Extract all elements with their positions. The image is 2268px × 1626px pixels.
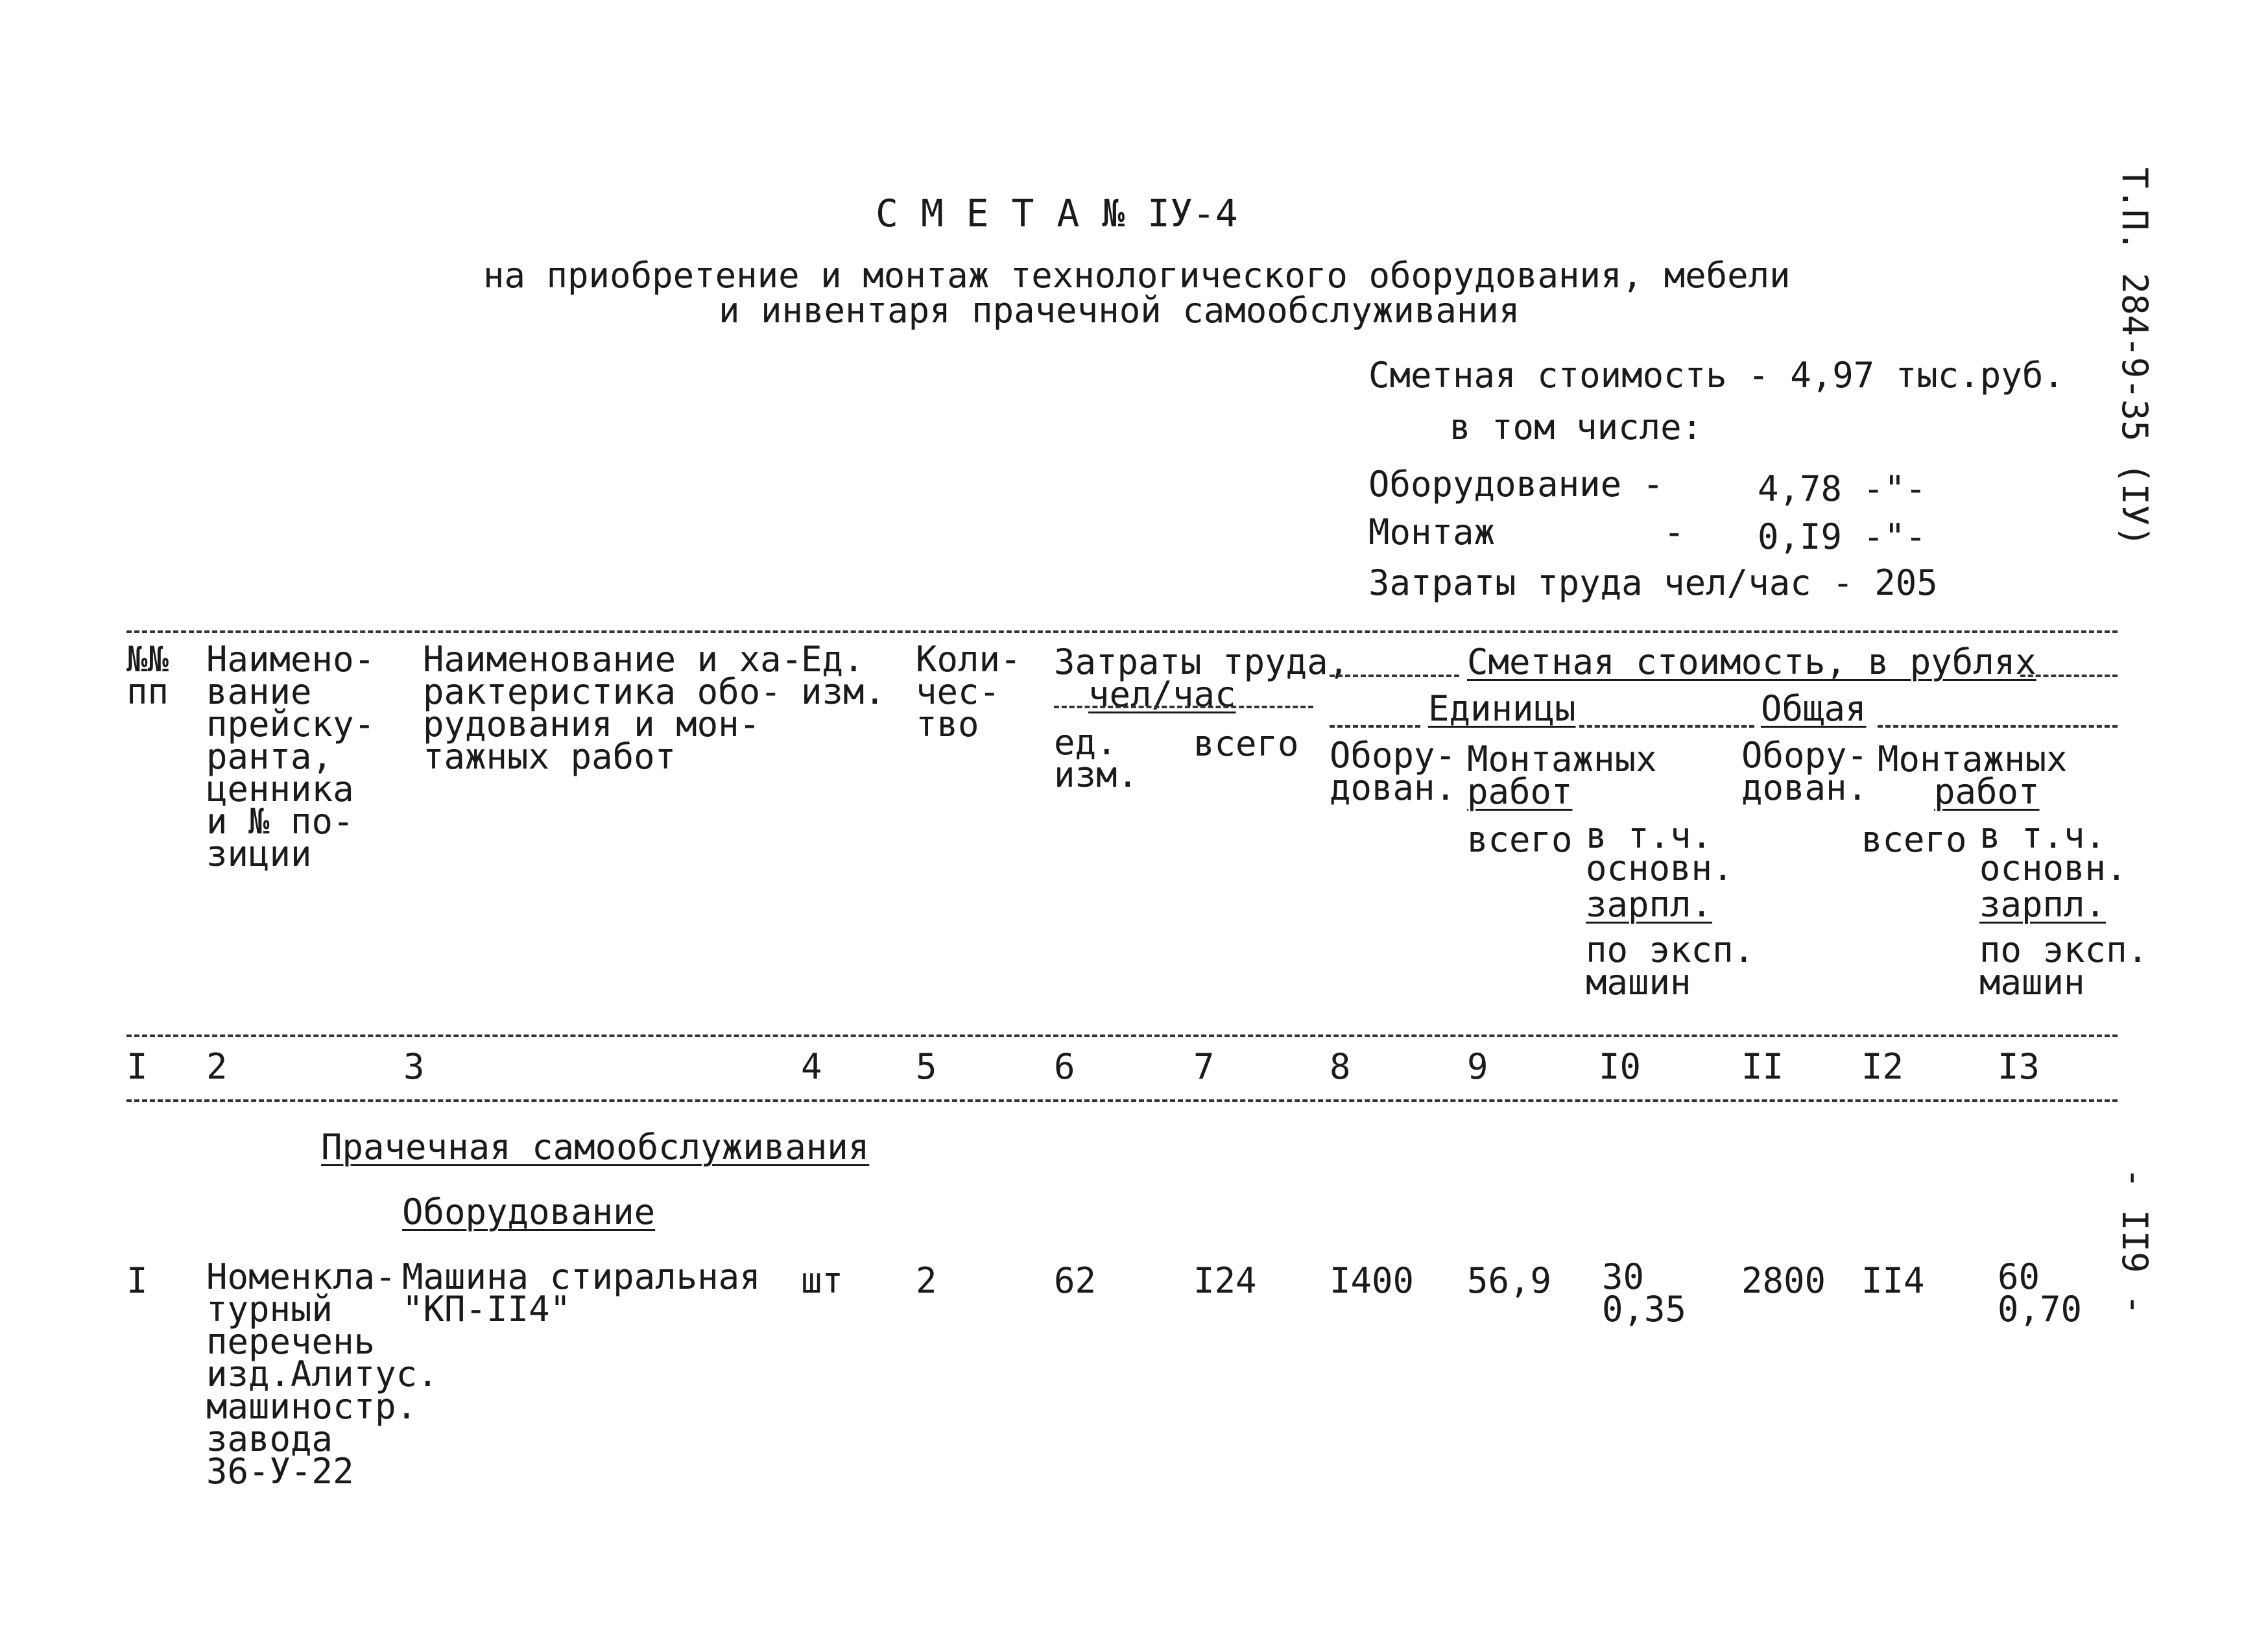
header-total-install: Монтажных — [1878, 739, 2068, 780]
row-total-equipment-cost: 2800 — [1741, 1260, 1826, 1301]
unit-group-rule-right — [1579, 725, 1754, 728]
row-labor-total: I24 — [1193, 1260, 1257, 1301]
column-number-3: 3 — [403, 1046, 425, 1087]
labor-subgroup-rule — [1054, 706, 1313, 708]
row-total-wage: 60 0,70 — [1998, 1256, 2083, 1330]
header-cost-group: Сметная стоимость, в рублях — [1467, 641, 2036, 682]
cost-group-rule-right — [2020, 675, 2118, 677]
summary-total: Сметная стоимость - 4,97 тыс.руб. — [1368, 355, 2064, 396]
header-total-equipment: Обору- дован. — [1741, 735, 1868, 808]
document-subtitle-line1: на приобретение и монтаж технологического оборудования, мебели — [483, 255, 1791, 296]
header-total-wage-label: зарпл. — [1979, 884, 2107, 925]
row-unit-wage: 30 0,35 — [1602, 1256, 1687, 1330]
column-number-2: 2 — [206, 1046, 228, 1087]
cost-group-rule-left — [1330, 675, 1459, 677]
column-number-1: I — [126, 1046, 148, 1087]
column-numbers-top-rule — [126, 1034, 2118, 1037]
column-number-10: I0 — [1599, 1046, 1641, 1087]
unit-group-rule-left — [1330, 725, 1420, 728]
margin-page-number: - II9 - — [2114, 1167, 2155, 1315]
row-unit-equipment-cost: I400 — [1330, 1260, 1415, 1301]
section-title: Прачечная самообслуживания — [321, 1127, 870, 1167]
row-unit: шт — [801, 1260, 844, 1301]
row-total-install-cost: II4 — [1861, 1260, 1925, 1301]
document-title: С М Е Т А № IУ-4 — [876, 191, 1238, 235]
summary-including: в том числе: — [1450, 407, 1703, 448]
column-number-8: 8 — [1330, 1046, 1351, 1087]
header-unit-equipment: Обору- дован. — [1330, 735, 1457, 808]
column-number-9: 9 — [1467, 1046, 1488, 1087]
header-col-pricelist: Наимено- вание прейску- ранта, ценника и № по- зиции — [206, 639, 376, 874]
column-number-6: 6 — [1054, 1046, 1075, 1087]
document-subtitle-line2: и инвентаря прачечной самообслуживания — [719, 290, 1520, 331]
header-col-number: №№ пп — [126, 639, 169, 712]
header-col-quantity: Коли- чес- тво — [916, 639, 1021, 745]
header-unit-group: Единицы — [1428, 688, 1576, 729]
column-number-5: 5 — [916, 1046, 937, 1087]
column-number-4: 4 — [801, 1046, 822, 1087]
header-unit-works: работ — [1467, 771, 1573, 812]
header-total-machines: по эксп. машин — [1979, 929, 2149, 1003]
column-number-12: I2 — [1861, 1046, 1904, 1087]
header-unit-wage: в т.ч. основн. — [1586, 815, 1734, 889]
header-unit-wage-label: зарпл. — [1586, 884, 1713, 925]
row-unit-install-cost: 56,9 — [1467, 1260, 1552, 1301]
header-col-name: Наименование и ха- рактеристика обо- рудования и мон- тажных работ — [423, 639, 803, 777]
column-number-7: 7 — [1193, 1046, 1215, 1087]
header-labor-group: Затраты труда, — [1054, 641, 1350, 682]
summary-install-label: Монтаж - — [1368, 512, 1685, 553]
header-total-install-total: всего — [1861, 819, 1967, 860]
column-number-11: II — [1741, 1046, 1784, 1087]
header-total-works: работ — [1934, 771, 2040, 812]
header-unit-install: Монтажных — [1467, 739, 1657, 780]
header-total-wage: в т.ч. основн. — [1979, 815, 2127, 889]
header-col-unit: Ед. изм. — [801, 639, 886, 712]
header-unit-install-total: всего — [1467, 819, 1573, 860]
summary-install-value: 0,I9 -"- — [1758, 516, 1927, 557]
header-labor-total: всего — [1193, 723, 1299, 764]
row-pricelist: Номенкла- турный перечень изд.Алитус. машиностр. завода 36-У-22 — [206, 1256, 438, 1492]
header-labor-per-unit: ед. изм. — [1054, 722, 1139, 795]
summary-labor: Затраты труда чел/час - 205 — [1368, 562, 1938, 603]
margin-project-code: Т.П. 284-9-35 (IУ) — [2114, 167, 2155, 547]
header-labor-unit: чел/час — [1088, 674, 1236, 715]
summary-equipment-label: Оборудование - — [1368, 464, 1664, 505]
table-top-rule — [126, 630, 2118, 633]
row-labor-per-unit: 62 — [1054, 1260, 1097, 1301]
row-quantity: 2 — [916, 1260, 937, 1301]
summary-equipment-value: 4,78 -"- — [1758, 468, 1927, 509]
column-number-13: I3 — [1998, 1046, 2040, 1087]
header-unit-machines: по эксп. машин — [1586, 929, 1755, 1003]
header-total-group: Общая — [1761, 688, 1867, 729]
column-numbers-bottom-rule — [126, 1099, 2118, 1102]
row-number: I — [126, 1260, 148, 1301]
subsection-title: Оборудование — [402, 1191, 656, 1232]
total-group-rule — [1878, 725, 2118, 728]
row-equipment-name: Машина стиральная "КП-II4" — [402, 1256, 761, 1330]
